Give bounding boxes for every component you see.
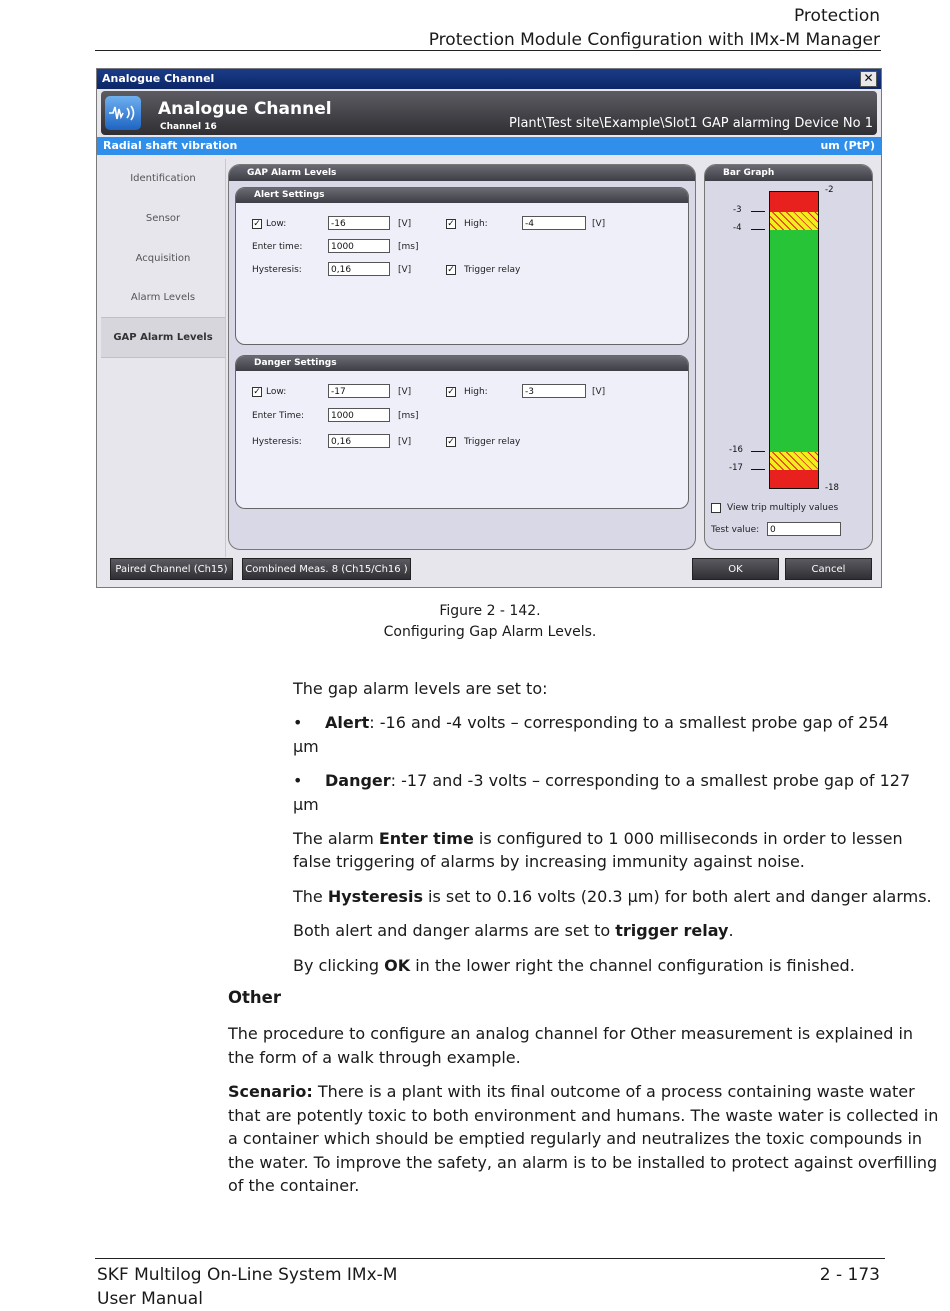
- alert-hysteresis-input[interactable]: 0,16: [328, 262, 390, 276]
- hyst-post: is set to 0.16 volts (20.3 μm) for both alert and danger alarms.: [422, 887, 932, 906]
- ok-button[interactable]: OK: [692, 558, 779, 580]
- enter-term: Enter time: [378, 829, 474, 848]
- bar-danger-zone: [770, 192, 818, 212]
- bar-alert-zone: [770, 212, 818, 230]
- alert-high-unit: [V]: [592, 219, 606, 229]
- bar-ok-zone: [770, 230, 818, 452]
- alert-high-checkbox[interactable]: ✓: [447, 219, 455, 229]
- danger-low-checkbox[interactable]: ✓: [253, 387, 261, 397]
- alert-trigger-relay-checkbox[interactable]: ✓: [447, 265, 455, 275]
- measurement-bar: [97, 137, 881, 155]
- danger-enter-time-input[interactable]: 1000: [328, 408, 390, 422]
- figure-number: Figure 2 - 142.: [439, 603, 541, 619]
- alert-unit: μm: [293, 737, 319, 756]
- gap-alarm-levels-panel: [228, 164, 696, 550]
- alert-bullet: [325, 711, 889, 735]
- enter-post: is configured to 1 000 milliseconds in order to lessen: [473, 829, 903, 848]
- signal-wave-icon: [105, 96, 141, 130]
- nav-alarm-levels[interactable]: Alarm Levels: [130, 292, 196, 303]
- footer-rule: [95, 1258, 885, 1259]
- alert-term: Alert: [325, 713, 370, 732]
- dialog-window-title: Analogue Channel: [102, 72, 215, 85]
- view-trip-label: View trip multiply values: [727, 503, 839, 513]
- enter-pre: The alarm: [293, 829, 379, 848]
- danger-enter-time-unit: [ms]: [398, 411, 419, 421]
- alert-settings-group: [235, 187, 689, 345]
- bar-tick-label: -17: [729, 463, 743, 473]
- alert-high-label: High:: [464, 219, 488, 229]
- nav-gap-alarm-levels[interactable]: GAP Alarm Levels: [101, 317, 225, 358]
- danger-high-unit: [V]: [592, 387, 606, 397]
- bar-bottom-label: -18: [825, 483, 839, 493]
- trigger-relay-paragraph: [293, 919, 734, 943]
- ok-pre: By clicking: [293, 956, 385, 975]
- page-number: 2 - 173: [819, 1265, 880, 1285]
- cancel-button[interactable]: Cancel: [785, 558, 872, 580]
- banner-title: Analogue Channel: [158, 99, 332, 119]
- bar-graph-title: Bar Graph: [705, 165, 872, 181]
- bullet-symbol: •: [293, 771, 303, 790]
- danger-low-input[interactable]: -17: [328, 384, 390, 398]
- danger-bullet: [325, 769, 910, 793]
- ok-term: OK: [384, 956, 411, 975]
- alert-enter-time-label: Enter time:: [252, 242, 303, 252]
- enter-time-paragraph: [293, 827, 903, 851]
- bullet-symbol: •: [293, 713, 303, 732]
- bar-tick-mark: [751, 211, 765, 212]
- nav-sensor[interactable]: Sensor: [145, 213, 181, 224]
- other-paragraph-line1: The procedure to configure an analog channel for Other measurement is explained in: [228, 1024, 914, 1043]
- gap-panel-title: GAP Alarm Levels: [229, 165, 695, 181]
- scenario-line4: the water. To improve the safety, an alarm is to be installed to protect against overfilling: [228, 1153, 938, 1172]
- header-chapter: Protection Module Configuration with IMx-M Manager: [428, 30, 880, 50]
- alert-settings-title: Alert Settings: [236, 188, 688, 203]
- scenario-line5: of the container.: [228, 1176, 360, 1195]
- scenario-line1: [228, 1080, 915, 1104]
- hyst-term: Hysteresis: [327, 887, 423, 906]
- close-icon[interactable]: ✕: [860, 71, 877, 87]
- danger-trigger-relay-checkbox[interactable]: ✓: [447, 437, 455, 447]
- measurement-type: Radial shaft vibration: [103, 139, 238, 152]
- bar-danger-zone: [770, 470, 818, 488]
- dialog-titlebar: [97, 69, 881, 89]
- relay-post: .: [728, 921, 734, 940]
- danger-hysteresis-label: Hysteresis:: [252, 437, 302, 447]
- page-header: [429, 4, 880, 52]
- danger-high-label: High:: [464, 387, 488, 397]
- danger-high-input[interactable]: -3: [522, 384, 586, 398]
- header-rule: [95, 50, 881, 51]
- alert-trigger-relay-label: Trigger relay: [464, 265, 521, 275]
- danger-enter-time-label: Enter Time:: [252, 411, 305, 421]
- relay-term: trigger relay: [615, 921, 729, 940]
- danger-low-unit: [V]: [398, 387, 412, 397]
- alert-hysteresis-label: Hysteresis:: [252, 265, 302, 275]
- relay-pre: Both alert and danger alarms are set to: [293, 921, 616, 940]
- scenario-line3: a container which should be emptied regularly and neutralizes the toxic compounds in: [228, 1129, 923, 1148]
- alert-high-input[interactable]: -4: [522, 216, 586, 230]
- alert-text: : -16 and -4 volts – corresponding to a smallest probe gap of 254: [369, 713, 889, 732]
- danger-term: Danger: [325, 771, 391, 790]
- alert-low-checkbox[interactable]: ✓: [253, 219, 261, 229]
- banner-path: Plant\Test site\Example\Slot1 GAP alarming Device No 1: [509, 116, 873, 131]
- scenario-term: Scenario:: [228, 1082, 313, 1101]
- banner-channel: Channel 16: [160, 122, 217, 132]
- scenario-text: There is a plant with its final outcome of a process containing waste water: [312, 1082, 915, 1101]
- danger-unit: μm: [293, 795, 319, 814]
- danger-high-checkbox[interactable]: ✓: [447, 387, 455, 397]
- footer-product: SKF Multilog On-Line System IMx-M: [97, 1265, 398, 1285]
- bar-tick-label: -4: [733, 223, 742, 233]
- bar-top-label: -2: [825, 185, 834, 195]
- hysteresis-paragraph: [293, 885, 932, 909]
- figure-caption: Configuring Gap Alarm Levels.: [383, 624, 597, 640]
- danger-text: : -17 and -3 volts – corresponding to a smallest probe gap of 127: [390, 771, 911, 790]
- footer-manual: User Manual: [97, 1289, 203, 1309]
- nav-divider: [225, 159, 226, 557]
- bar-tick-mark: [751, 469, 765, 470]
- measurement-unit: um (PtP): [820, 139, 875, 152]
- bar-tick-mark: [751, 451, 765, 452]
- nav-acquisition[interactable]: Acquisition: [135, 253, 191, 264]
- nav-identification[interactable]: Identification: [130, 173, 196, 184]
- bar-tick-label: -3: [733, 205, 742, 215]
- scenario-line2: that are potently toxic to both environment and humans. The waste water is collected in: [228, 1106, 939, 1125]
- view-trip-checkbox[interactable]: [711, 503, 721, 513]
- settings-nav: [101, 159, 225, 557]
- dialog-banner: [101, 91, 877, 135]
- alert-enter-time-unit: [ms]: [398, 242, 419, 252]
- bar-tick-label: -16: [729, 445, 743, 455]
- other-paragraph-line2: the form of a walk through example.: [228, 1048, 521, 1067]
- danger-hysteresis-input[interactable]: 0,16: [328, 434, 390, 448]
- ok-post: in the lower right the channel configuration is finished.: [410, 956, 855, 975]
- test-value-label: Test value:: [711, 525, 760, 535]
- footer-document-title: [97, 1263, 397, 1311]
- other-heading: Other: [228, 988, 281, 1007]
- bar-graph-panel: [704, 164, 873, 550]
- alert-enter-time-input[interactable]: 1000: [328, 239, 390, 253]
- bar-alert-zone: [770, 452, 818, 470]
- header-section: Protection: [793, 6, 880, 26]
- alert-hysteresis-unit: [V]: [398, 265, 412, 275]
- test-value-input[interactable]: 0: [767, 522, 841, 536]
- combined-measurement-button[interactable]: Combined Meas. 8 (Ch15/Ch16 ): [242, 558, 411, 580]
- analogue-channel-dialog: [96, 68, 882, 588]
- gap-intro-paragraph: The gap alarm levels are set to:: [293, 679, 548, 698]
- ok-paragraph: [293, 954, 855, 978]
- danger-low-label: Low:: [266, 387, 287, 397]
- bar-tick-mark: [751, 229, 765, 230]
- alert-low-unit: [V]: [398, 219, 412, 229]
- danger-settings-group: [235, 355, 689, 509]
- alert-low-input[interactable]: -16: [328, 216, 390, 230]
- danger-trigger-relay-label: Trigger relay: [464, 437, 521, 447]
- danger-hysteresis-unit: [V]: [398, 437, 412, 447]
- level-bar: [769, 191, 819, 489]
- enter-time-paragraph-line2: false triggering of alarms by increasing immunity against noise.: [293, 852, 805, 871]
- hyst-pre: The: [293, 887, 328, 906]
- paired-channel-button[interactable]: Paired Channel (Ch15): [110, 558, 233, 580]
- danger-settings-title: Danger Settings: [236, 356, 688, 371]
- alert-low-label: Low:: [266, 219, 287, 229]
